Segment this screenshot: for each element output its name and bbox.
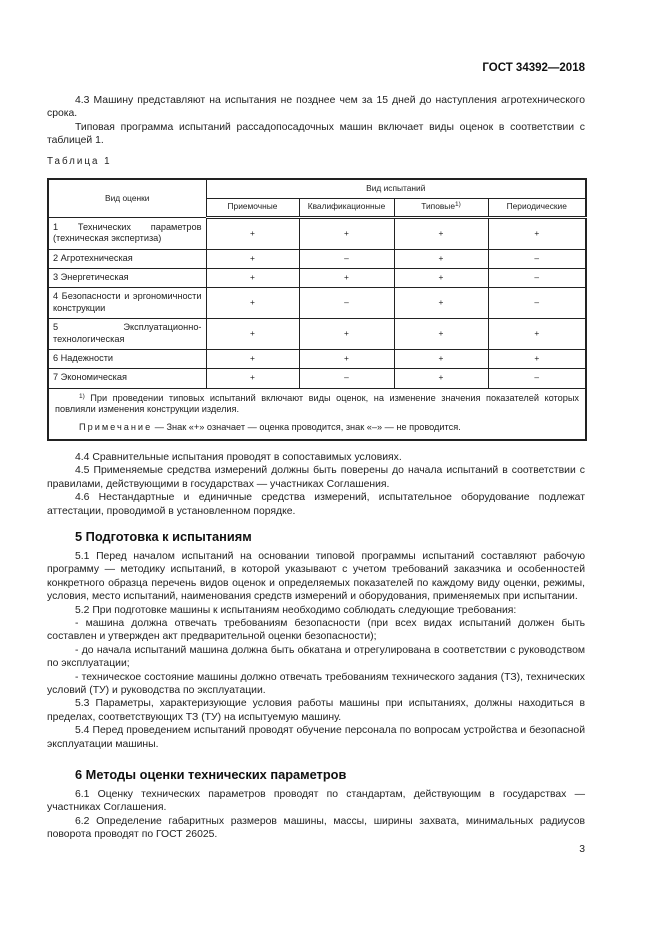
evaluation-table [47, 178, 587, 441]
footnote-ref: 1) [454, 201, 461, 209]
table-cell: + [488, 217, 586, 249]
row-label: 5 Эксплуатационно-технологическая [48, 318, 206, 349]
table-cell: – [299, 249, 394, 268]
table-caption: Таблица 1 [47, 156, 112, 167]
row-label: 3 Энергетическая [48, 268, 206, 287]
list-item: - до начала испытаний машина должна быть обкатана и отрегулирована в соответствии с руководством по эксплуатации; [47, 644, 585, 670]
table-row [48, 249, 586, 268]
table-cell: + [206, 217, 299, 249]
table-container [47, 178, 585, 441]
row-label: 2 Агротехническая [48, 249, 206, 268]
row-label: 6 Надежности [48, 349, 206, 368]
list-item: - машина должна отвечать требованиям безопасности (при всех видах испытаний должен быть составлен и утвержден акт предварительной оценки безопасности); [47, 618, 585, 643]
table-row [48, 318, 586, 349]
table-row [48, 217, 586, 249]
table-footnote-cell [48, 388, 586, 440]
table-cell: + [206, 318, 299, 349]
table-cell: + [206, 287, 299, 318]
header-test-type: Вид испытаний [206, 179, 586, 198]
intro-section [47, 94, 585, 148]
row-label: 4 Безопасности и эргономичности конструкции [48, 287, 206, 318]
table-body [48, 217, 586, 388]
table-row [48, 368, 586, 388]
footnote-mark: 1) [79, 392, 85, 400]
paragraph-5-4: 5.4 Перед проведением испытаний проводят обучение персонала по вопросам устройства и безопасной эксплуатации машины. [47, 725, 585, 750]
paragraph-6-2: 6.2 Определение габаритных размеров машины, массы, ширины захвата, минимальных радиусов поворота проводят по ГОСТ 26025. [47, 815, 585, 841]
table-cell: + [206, 349, 299, 368]
table-cell: + [299, 318, 394, 349]
table-cell: + [394, 217, 488, 249]
table-row [48, 268, 586, 287]
section-5-title: 5 Подготовка к испытаниям [75, 529, 252, 544]
document-code-header: ГОСТ 34392—2018 [482, 62, 585, 74]
table-cell: + [394, 249, 488, 268]
header-typical [394, 198, 488, 217]
footnote-text: При проведении типовых испытаний включают виды оценок, на изменение значения показателей которых повлияли изменения конструкции изделия. [55, 392, 580, 414]
paragraph-4-3: 4.3 Машину представляют на испытания не позднее чем за 15 дней до наступления агротехнического срока. [47, 95, 585, 120]
table-cell: – [488, 249, 586, 268]
note-text: — Знак «+» означает — оценка проводится, знак «–» — не проводится. [154, 421, 461, 432]
header-periodic: Периодические [488, 198, 586, 217]
paragraph-6-1: 6.1 Оценку технических параметров проводят по стандартам, действующим в государствах — участниках Соглашения. [47, 789, 585, 814]
paragraph-5-3: 5.3 Параметры, характеризующие условия работы машины при испытаниях, должны находиться в пределах, соответствующих ТЗ (ТУ) на испытуемую машину. [47, 698, 585, 723]
section-6-title: 6 Методы оценки технических параметров [75, 767, 347, 782]
table-cell: + [206, 249, 299, 268]
paragraph-5-2: 5.2 При подготовке машины к испытаниям необходимо соблюдать следующие требования: [75, 604, 517, 616]
row-label: 1 Технических параметров (техническая экспертиза) [48, 217, 206, 249]
table-cell: + [394, 318, 488, 349]
table-cell: + [394, 287, 488, 318]
table-cell: + [299, 217, 394, 249]
table-cell: – [488, 268, 586, 287]
list-item: - техническое состояние машины должно отвечать требованиям технического задания (ТЗ), технических условий (ТУ) и руководства по эксплуатации. [47, 671, 585, 697]
page-number: 3 [579, 844, 585, 855]
table-cell: + [394, 268, 488, 287]
row-label: 7 Экономическая [48, 368, 206, 388]
paragraph-4-5: 4.5 Применяемые средства измерений должны быть поверены до начала испытаний в соответствии с правилами, действующими в государствах — участниках Соглашения. [47, 465, 585, 490]
table-row [48, 287, 586, 318]
table-row [48, 349, 586, 368]
table-cell: – [299, 287, 394, 318]
header-acceptance: Приемочные [206, 198, 299, 217]
section-4-continued [47, 451, 585, 518]
table-footnote [55, 393, 579, 416]
paragraph-5-1: 5.1 Перед началом испытаний на основании типовой программы испытаний составляют рабочую программу — методику испытаний, в которой указывают с учетом требований заказчика и особенностей конкретного образца перечень видов оценок и определяемых показателей по каждому виду оценки, режимы, условия, место испытаний, наименования средств измерений и оборудования, применяемых при испытании. [47, 551, 585, 603]
header-evaluation-type: Вид оценки [48, 179, 206, 217]
header-typical-label: Типовые [421, 201, 455, 212]
table-cell: – [488, 287, 586, 318]
table-cell: – [299, 368, 394, 388]
table-cell: + [394, 349, 488, 368]
table-cell: + [206, 268, 299, 287]
table-cell: + [206, 368, 299, 388]
table-cell: + [488, 349, 586, 368]
section-6 [47, 767, 585, 842]
section-5 [47, 529, 585, 751]
table-cell: + [394, 368, 488, 388]
table-cell: – [488, 368, 586, 388]
note-label: Примечание [79, 421, 153, 432]
table-cell: + [299, 349, 394, 368]
table-cell: + [299, 268, 394, 287]
paragraph-4-6: 4.6 Нестандартные и единичные средства измерений, испытательное оборудование подлежат аттестации, проводимой в установленном порядке. [47, 492, 585, 517]
header-qualification: Квалификационные [299, 198, 394, 217]
paragraph-program: Типовая программа испытаний рассадопосадочных машин включает виды оценок в соответствии с таблицей 1. [47, 121, 585, 147]
paragraph-4-4: 4.4 Сравнительные испытания проводят в сопоставимых условиях. [75, 452, 402, 463]
table-cell: + [488, 318, 586, 349]
table-note [55, 422, 579, 434]
